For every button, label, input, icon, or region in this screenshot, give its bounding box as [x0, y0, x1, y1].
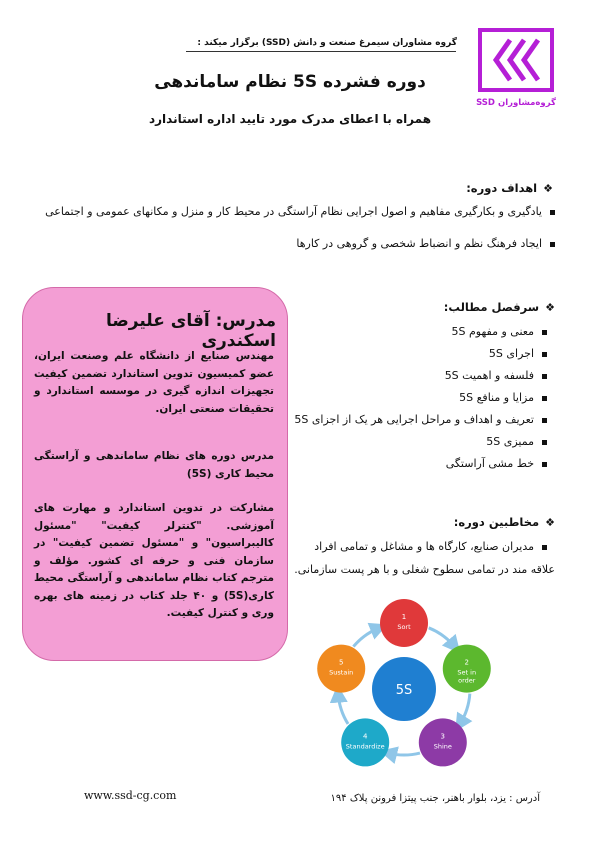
syllabus-item: فلسفه و اهمیت 5S: [445, 369, 547, 383]
instructor-title: مدرس: آقای علیرضا اسکندری: [105, 311, 276, 351]
diamond-bullet-icon: ❖: [545, 516, 555, 529]
center-label: 5S: [395, 683, 413, 698]
square-bullet-icon: [550, 242, 555, 247]
diamond-bullet-icon: ❖: [545, 301, 555, 314]
instructor-bio: مهندس صنایع از دانشگاه علم وصنعت ایران، عضو کمیسیون تدوین استاندارد تضمین کیفیت تجهیزات اندازه گیری در موسسه استاندارد و تحقیقات صنعتی ایران.: [34, 350, 274, 415]
cycle-step-label: Shine: [433, 742, 452, 751]
square-bullet-icon: [542, 352, 547, 357]
cycle-step-number: 4: [362, 732, 368, 741]
audience-line: علاقه مند در تمامی سطوح شغلی و با هر پست سازمانی.: [294, 563, 555, 576]
goals-heading: ❖اهداف دوره:: [466, 181, 553, 195]
square-bullet-icon: [542, 396, 547, 401]
square-bullet-icon: [542, 330, 547, 335]
course-title: دوره فشرده 5S نظام ساماندهی: [154, 72, 426, 92]
goals-item: یادگیری و بکارگیری مفاهیم و اصول اجرایی نظام آراستگی در محیط کار و منزل و مکانهای عمومی و اجتماعی: [45, 205, 555, 219]
cycle-arrow: [460, 694, 470, 724]
ssd-logo-icon: [474, 26, 558, 110]
cycle-arrow: [353, 628, 379, 647]
square-bullet-icon: [542, 545, 547, 550]
square-bullet-icon: [542, 418, 547, 423]
audience-line: مدیران صنایع، کارگاه ها و مشاغل و تمامی افراد: [314, 540, 547, 554]
goals-item: ایجاد فرهنگ نظم و انضباط شخصی و گروهی در کارها: [296, 237, 555, 251]
ssd-logo: [474, 26, 558, 110]
cycle-arrow: [338, 694, 348, 724]
cycle-step-label: Sort: [397, 623, 411, 631]
syllabus-item: خط مشی آراستگی: [446, 457, 547, 471]
instructor-teaching: مدرس دوره های نظام ساماندهی و آراستگی محیط کاری (5S): [34, 450, 274, 480]
website-link[interactable]: www.ssd-cg.com: [84, 789, 177, 802]
organizer-line: گروه مشاوران سیمرغ صنعت و دانش (SSD) برگزار میکند :: [197, 38, 457, 48]
cycle-step-label: Set in: [457, 668, 477, 677]
diamond-bullet-icon: ❖: [543, 182, 553, 195]
syllabus-item: ممیزی 5S: [486, 435, 547, 449]
cycle-step-label: Sustain: [329, 668, 354, 677]
audience-heading: ❖مخاطبین دوره:: [453, 515, 555, 529]
five-s-cycle-diagram: [312, 594, 498, 780]
square-bullet-icon: [542, 462, 547, 467]
syllabus-item: مزایا و منافع 5S: [459, 391, 547, 405]
cycle-step-number: 1: [401, 613, 407, 621]
cycle-arrow: [429, 628, 455, 647]
cycle-step-number: 2: [464, 658, 470, 667]
cycle-step-label: Standardize: [345, 742, 385, 751]
square-bullet-icon: [550, 210, 555, 215]
cycle-step-number: 3: [440, 732, 446, 741]
cycle-step-number: 5: [338, 658, 344, 667]
address-text: آدرس : یزد، بلوار باهنر، جنب پیتزا فرونن پلاک ۱۹۴: [330, 793, 540, 804]
syllabus-item: تعریف و اهداف و مراحل اجرایی هر یک از اجزای 5S: [294, 413, 547, 427]
instructor-experience: مشارکت در تدوین استاندارد و مهارت های آموزشی. "کنترلر کیفیت" "مسئول کالیبراسیون" و "مسئول تضمین کیفیت" در سازمان فنی و حرفه ای کشور. مؤلف و مترجم کتاب نظام ساماندهی و آراستگی محیط کاری(5S) و ۴۰ جلد کتاب در زمینه های بهره وری و کنترل کیفیت.: [34, 502, 275, 619]
organizer-underline: [186, 51, 456, 52]
cycle-step-label: order: [458, 676, 476, 685]
course-subtitle: همراه با اعطای مدرک مورد تایید اداره استاندارد: [148, 112, 432, 126]
cycle-arrow: [388, 753, 420, 755]
logo-text: گروه‌مشاوران SSD: [476, 98, 556, 108]
square-bullet-icon: [542, 374, 547, 379]
syllabus-heading: ❖سرفصل مطالب:: [443, 300, 555, 314]
syllabus-item: اجرای 5S: [489, 347, 547, 361]
square-bullet-icon: [542, 440, 547, 445]
syllabus-item: معنی و مفهوم 5S: [452, 325, 548, 339]
